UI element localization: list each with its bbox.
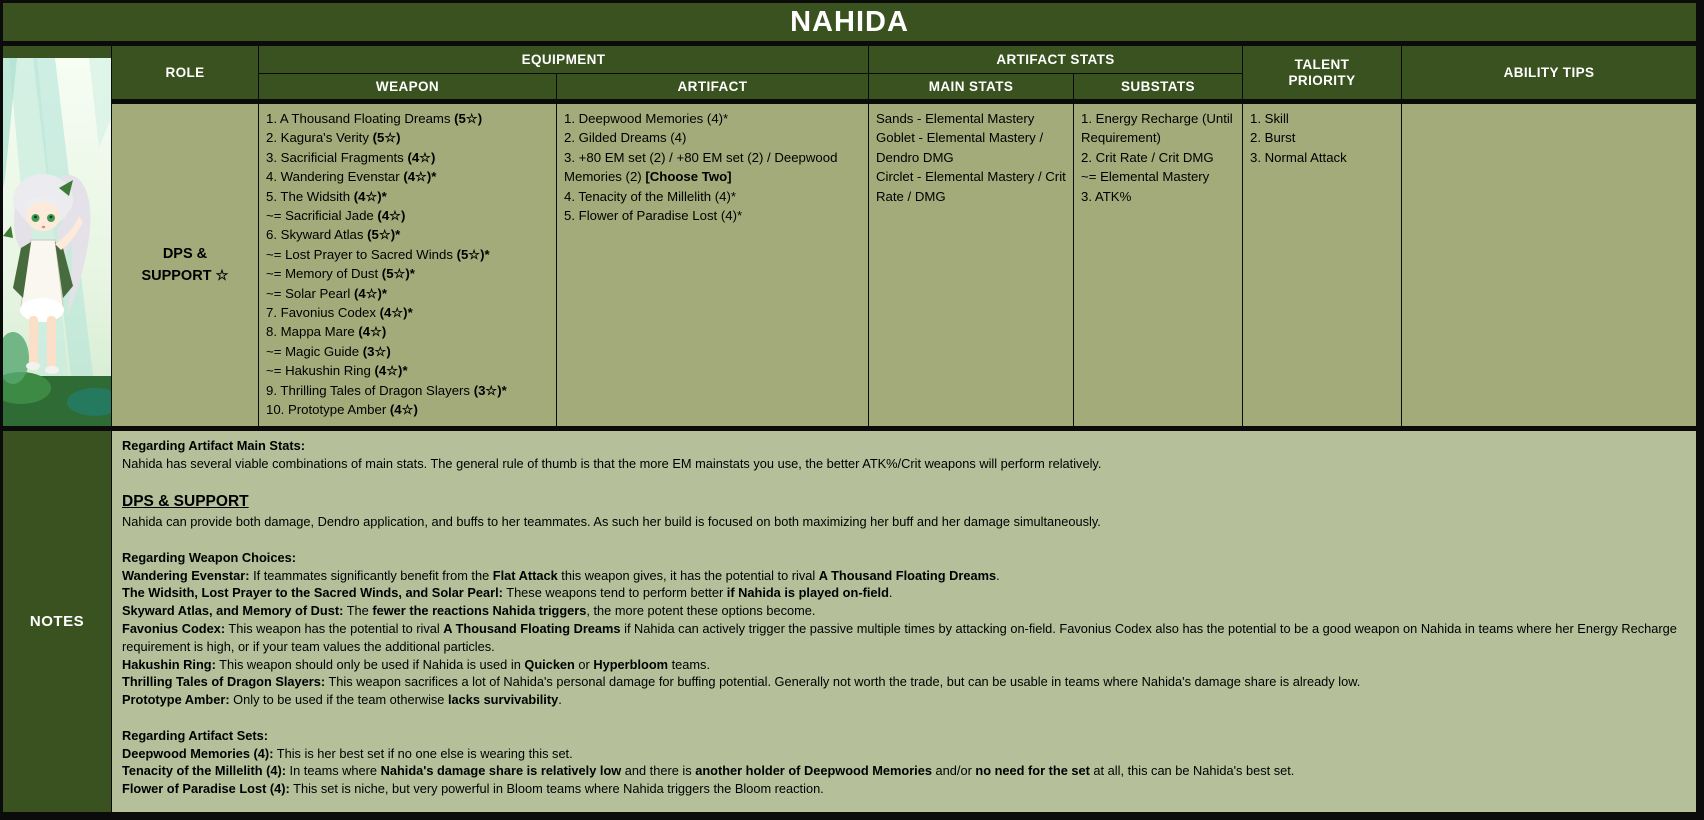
substats-list [1074,104,1242,426]
main-stats-list [869,104,1073,426]
text-line: Circlet - Elemental Mastery / Crit Rate / DMG [876,169,1066,204]
text-line: 2. Crit Rate / Crit DMG [1081,149,1214,165]
character-portrait [3,46,111,426]
column-header-equipment: EQUIPMENT [259,46,868,73]
text-line: 5. The Widsith (4☆)* [266,188,387,204]
text-line: The Widsith, Lost Prayer to the Sacred Winds, and Solar Pearl: These weapons tend to perform better if Nahida is played on-field. [122,585,893,601]
build-table [3,46,1696,426]
text-line: 4. Tenacity of the Millelith (4)* [564,188,737,204]
text-line: Nahida can provide both damage, Dendro application, and buffs to her teammates. As such her build is focused on both maximizing her buff and her damage simultaneously. [122,514,1101,530]
text-line: Nahida has several viable combinations of main stats. The general rule of thumb is that the more EM mainstats you use, the better ATK%/Crit weapons will perform relatively. [122,455,1102,471]
text-line: Prototype Amber: Only to be used if the team otherwise lacks survivability. [122,692,562,708]
text-line: 8. Mappa Mare (4☆) [266,324,387,340]
weapon-list [259,104,556,426]
text-line: Regarding Artifact Main Stats: [122,438,305,453]
text-line: DPS & SUPPORT [122,493,249,511]
text-line: 1. Skill [1250,111,1289,126]
text-line: Tenacity of the Millelith (4): In teams where Nahida's damage share is relatively low and there is another holder of Deepwood Memories and/or no need for the set at all, this can be Nahida's best set. [122,763,1295,779]
text-line: 3. Sacrificial Fragments (4☆) [266,149,436,165]
text-line: Goblet - Elemental Mastery / Dendro DMG [876,130,1044,165]
text-line: 2. Burst [1250,130,1296,146]
text-line: ~= Magic Guide (3☆) [266,343,391,359]
text-line: Sands - Elemental Mastery [876,111,1035,126]
text-line [122,473,1686,491]
text-line: ~= Hakushin Ring (4☆)* [266,363,408,379]
text-line: 1. Energy Recharge (Until Requirement) [1081,111,1233,146]
text-line: Hakushin Ring: This weapon should only be used if Nahida is used in Quicken or Hyperbloom teams. [122,656,711,672]
column-header-ability-tips: ABILITY TIPS [1402,46,1696,99]
text-line: 3. +80 EM set (2) / +80 EM set (2) / Deepwood Memories (2) [Choose Two] [564,149,838,185]
text-line: 5. Flower of Paradise Lost (4)* [564,208,743,224]
column-header-artifact-stats: ARTIFACT STATS [869,46,1242,73]
artifact-list [557,104,868,426]
notes-text [112,431,1696,812]
text-line: 1. A Thousand Floating Dreams (5☆) [266,111,483,126]
text-line: 1. Deepwood Memories (4)* [564,111,729,126]
text-line: 9. Thrilling Tales of Dragon Slayers (3☆)* [266,382,507,398]
text-line: 2. Gilded Dreams (4) [564,130,687,146]
text-line: Regarding Weapon Choices: [122,549,296,565]
text-line: ~= Sacrificial Jade (4☆) [266,208,406,224]
text-line: 4. Wandering Evenstar (4☆)* [266,169,437,185]
notes-label: NOTES [3,431,112,812]
role-cell: DPS & SUPPORT ☆ [112,104,258,426]
character-portrait-art [3,58,111,426]
text-line: 7. Favonius Codex (4☆)* [266,305,413,321]
column-header-artifact: ARTIFACT [557,74,868,99]
text-line [122,531,1686,549]
text-line: Favonius Codex: This weapon has the potential to rival A Thousand Floating Dreams if Nahida can actively trigger the passive multiple times by attacking on-field. Favonius Codex also has the potential to be a good weapon on Nahida in teams where her Energy Recharge requirement is high, or if your team values the additional particles. [122,620,1677,654]
column-header-role: ROLE [112,46,258,99]
page-title: NAHIDA [3,3,1696,41]
text-line: ~= Solar Pearl (4☆)* [266,285,388,301]
text-line: Deepwood Memories (4): This is her best set if no one else is wearing this set. [122,745,573,761]
text-line: Wandering Evenstar: If teammates significantly benefit from the Flat Attack this weapon gives, it has the potential to rival A Thousand Floating Dreams. [122,567,1000,583]
text-line: 10. Prototype Amber (4☆) [266,402,418,418]
text-line: 3. ATK% [1081,188,1132,204]
text-line: Flower of Paradise Lost (4): This set is niche, but very powerful in Bloom teams where Nahida triggers the Bloom reaction. [122,781,824,797]
text-line: ~= Elemental Mastery [1081,169,1210,185]
text-line: ~= Memory of Dust (5☆)* [266,266,415,282]
text-line: ~= Lost Prayer to Sacred Winds (5☆)* [266,246,490,262]
text-line [122,709,1686,727]
talent-priority-list [1243,104,1401,426]
text-line: 2. Kagura's Verity (5☆) [266,130,401,146]
text-line: Thrilling Tales of Dragon Slayers: This weapon sacrifices a lot of Nahida's personal damage for buffing potential. Generally not worth the trade, but can be usable in teams where Nahida's damage share is already low. [122,674,1361,690]
text-line: Skyward Atlas, and Memory of Dust: The fewer the reactions Nahida triggers, the more potent these options become. [122,603,816,619]
notes-section [3,431,1696,812]
text-line: 6. Skyward Atlas (5☆)* [266,227,401,243]
column-header-main-stats: MAIN STATS [869,74,1073,99]
text-line: 3. Normal Attack [1250,149,1347,165]
column-header-substats: SUBSTATS [1074,74,1242,99]
column-header-talent-priority: TALENT PRIORITY [1243,46,1401,99]
column-header-weapon: WEAPON [259,74,556,99]
text-line: Regarding Artifact Sets: [122,727,269,743]
ability-tips-cell [1402,104,1696,426]
